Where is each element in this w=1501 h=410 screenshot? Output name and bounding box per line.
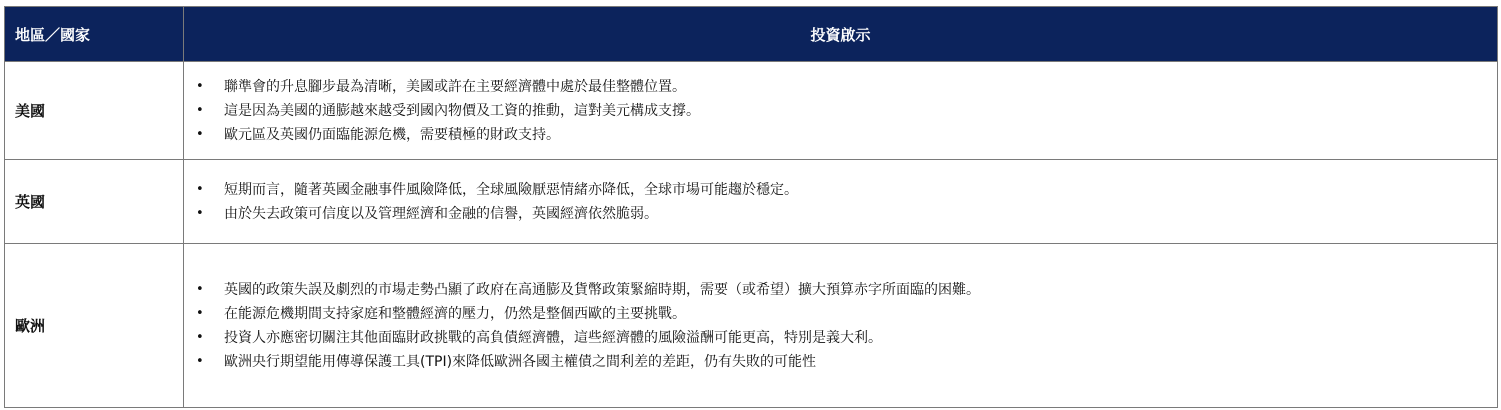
- region-cell: 歐洲: [5, 244, 184, 408]
- investment-table-container: [4, 6, 1497, 408]
- table-row-uk: [5, 160, 1498, 244]
- table-header-row: [5, 7, 1498, 62]
- bullet-list: [184, 75, 1497, 147]
- bullet-item: • 投資人亦應密切關注其他面臨財政挑戰的高負債經濟體，這些經濟體的風險溢酬可能更高，特別是義大利。: [196, 326, 1497, 350]
- bullet-item: • 歐元區及英國仍面臨能源危機，需要積極的財政支持。: [196, 123, 1497, 147]
- table-row-europe: [5, 244, 1498, 408]
- region-cell: 英國: [5, 160, 184, 244]
- implications-cell: [184, 62, 1498, 160]
- investment-implications-table: [4, 6, 1498, 408]
- bullet-item: • 這是因為美國的通膨越來越受到國內物價及工資的推動，這對美元構成支撐。: [196, 99, 1497, 123]
- bullet-item: • 歐洲央行期望能用傳導保護工具(TPI)來降低歐洲各國主權債之間利差的差距，仍有失敗的可能性: [196, 350, 1497, 374]
- bullet-item: • 在能源危機期間支持家庭和整體經濟的壓力，仍然是整個西歐的主要挑戰。: [196, 302, 1497, 326]
- header-region: 地區／國家: [5, 7, 184, 62]
- bullet-item: • 短期而言，隨著英國金融事件風險降低，全球風險厭惡情緒亦降低，全球市場可能趨於穩定。: [196, 178, 1497, 202]
- bullet-list: [184, 278, 1497, 374]
- implications-cell: [184, 160, 1498, 244]
- header-implications: 投資啟示: [184, 7, 1498, 62]
- bullet-item: • 英國的政策失誤及劇烈的市場走勢凸顯了政府在高通膨及貨幣政策緊縮時期，需要（或希望）擴大預算赤字所面臨的困難。: [196, 278, 1497, 302]
- bullet-item: • 由於失去政策可信度以及管理經濟和金融的信譽，英國經濟依然脆弱。: [196, 202, 1497, 226]
- implications-cell: [184, 244, 1498, 408]
- table-row-us: [5, 62, 1498, 160]
- bullet-item: • 聯準會的升息腳步最為清晰，美國或許在主要經濟體中處於最佳整體位置。: [196, 75, 1497, 99]
- region-cell: 美國: [5, 62, 184, 160]
- bullet-list: [184, 178, 1497, 226]
